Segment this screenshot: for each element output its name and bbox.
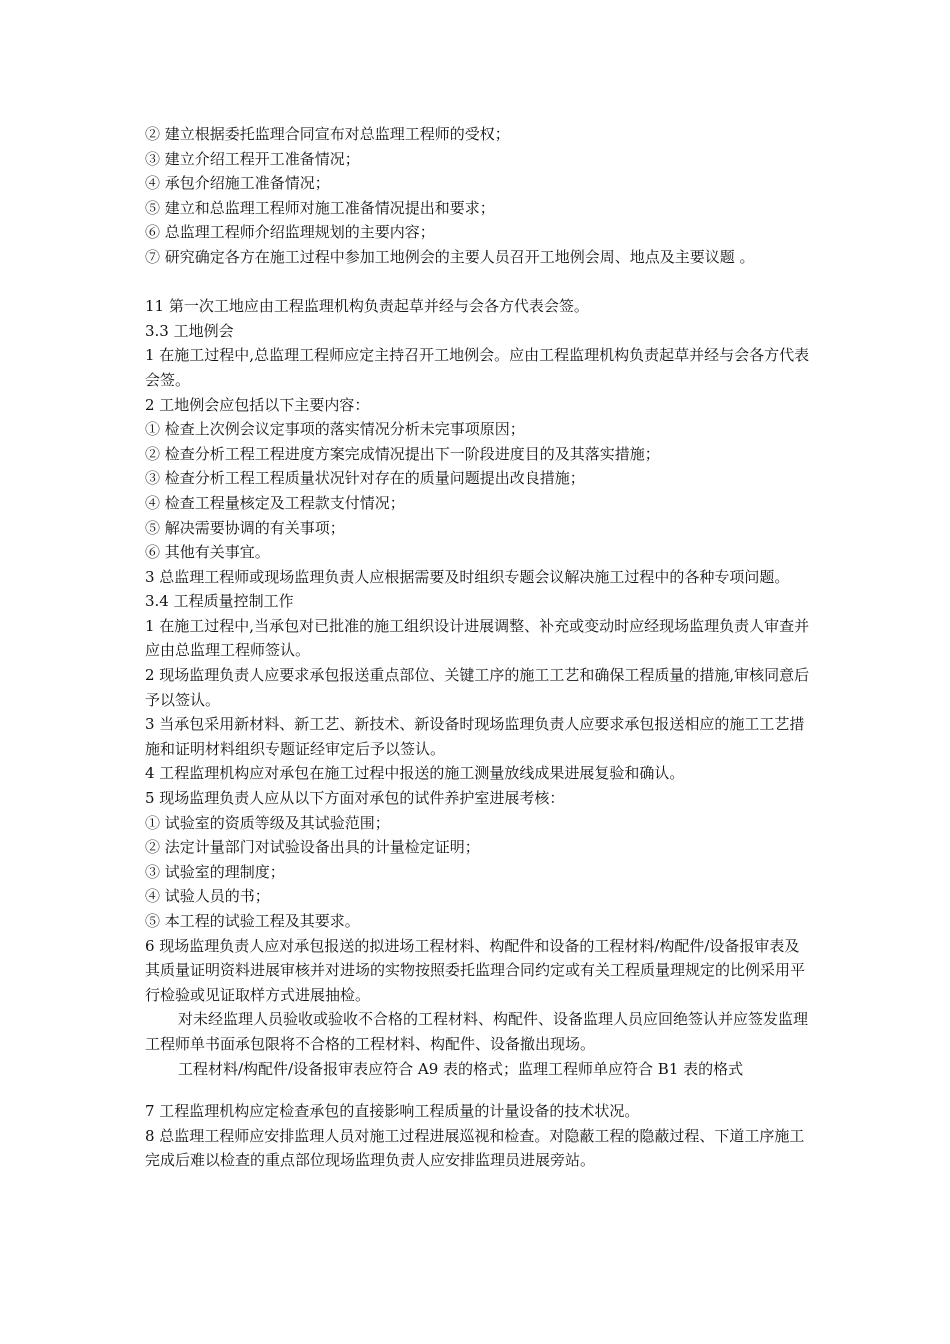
paragraph: ① 试验室的资质等级及其试验范围； bbox=[145, 813, 390, 832]
paragraph: ⑤ 建立和总监理工程师对施工准备情况提出和要求； bbox=[145, 198, 495, 217]
paragraph: 对未经监理人员验收或验收不合格的工程材料、构配件、设备监理人员应回绝签认并应签发监理工程师单书面承包限将不合格的工程材料、构配件、设备撤出现场。 bbox=[145, 1010, 809, 1053]
paragraph: 4 工程监理机构应对承包在施工过程中报送的施工测量放线成果进展复验和确认。 bbox=[145, 764, 685, 783]
blank-line bbox=[145, 270, 810, 295]
paragraph: ② 检查分析工程工程进度方案完成情况提出下一阶段进度目的及其落实措施； bbox=[145, 444, 660, 463]
paragraph: ⑥ 总监理工程师介绍监理规划的主要内容； bbox=[145, 223, 435, 242]
paragraph: ⑤ 本工程的试验工程及其要求。 bbox=[145, 912, 360, 930]
paragraph: 2 现场监理负责人应要求承包报送重点部位、关键工序的施工工艺和确保工程质量的措施,审核同意后予以签认。 bbox=[145, 666, 810, 709]
paragraph: 1 在施工过程中,当承包对已批准的施工组织设计进展调整、补充或变动时应经现场监理负责人审查并应由总监理工程师签认。 bbox=[145, 616, 810, 660]
document-body bbox=[145, 122, 810, 1173]
paragraph: ⑥ 其他有关事宜。 bbox=[145, 543, 270, 562]
paragraph: ② 法定计量部门对试验设备出具的计量检定证明； bbox=[145, 838, 480, 857]
paragraph: ③ 检查分析工程工程质量状况针对存在的质量问题提出改良措施； bbox=[145, 469, 585, 488]
paragraph: 6 现场监理负责人应对承包报送的拟进场工程材料、构配件和设备的工程材料/构配件/设备报审表及其质量证明资料进展审核并对进场的实物按照委托监理合同约定或有关工程质量理规定的比例采用平行检验或见证取样方式进展抽检。 bbox=[145, 936, 806, 1004]
paragraph: ③ 试验室的理制度； bbox=[145, 862, 285, 881]
paragraph: 7 工程监理机构应定检查承包的直接影响工程质量的计量设备的技术状况。 bbox=[145, 1102, 640, 1121]
paragraph: ① 检查上次例会议定事项的落实情况分析未完事项原因； bbox=[145, 420, 525, 439]
paragraph: ④ 试验人员的书； bbox=[145, 887, 270, 906]
paragraph: ④ 承包介绍施工准备情况； bbox=[145, 174, 330, 193]
paragraph: ⑦ 研究确定各方在施工过程中参加工地例会的主要人员召开工地例会周、地点及主要议题 。 bbox=[145, 247, 755, 266]
paragraph: 3 总监理工程师或现场监理负责人应根据需要及时组织专题会议解决施工过程中的各种专项问题。 bbox=[145, 567, 790, 586]
paragraph: 5 现场监理负责人应从以下方面对承包的试件养护室进展考核： bbox=[145, 789, 565, 808]
paragraph: ② 建立根据委托监理合同宣布对总监理工程师的受权； bbox=[145, 125, 510, 143]
paragraph: 3 当承包采用新材料、新工艺、新技术、新设备时现场监理负责人应要求承包报送相应的施工工艺措施和证明材料组织专题证经审定后予以签认。 bbox=[145, 715, 805, 758]
paragraph: ③ 建立介绍工程开工准备情况； bbox=[145, 149, 360, 168]
section-heading: 3.3 工地例会 bbox=[145, 321, 234, 340]
blank-line bbox=[145, 1081, 810, 1099]
paragraph: ④ 检查工程量核定及工程款支付情况； bbox=[145, 493, 405, 512]
section-heading: 3.4 工程质量控制工作 bbox=[145, 592, 294, 611]
paragraph: 11 第一次工地应由工程监理机构负责起草并经与会各方代表会签。 bbox=[145, 297, 589, 316]
paragraph: ⑤ 解决需要协调的有关事项； bbox=[145, 518, 345, 537]
paragraph: 8 总监理工程师应安排监理人员对施工过程进展巡视和检查。对隐蔽工程的隐蔽过程、下道工序施工完成后难以检查的重点部位现场监理负责人应安排监理员进展旁站。 bbox=[145, 1126, 805, 1170]
paragraph: 工程材料/构配件/设备报审表应符合 A9 表的格式；监理工程师单应符合 B1 表的格式 bbox=[178, 1059, 744, 1078]
paragraph: 2 工地例会应包括以下主要内容： bbox=[145, 395, 370, 414]
paragraph: 1 在施工过程中,总监理工程师应定主持召开工地例会。应由工程监理机构负责起草并经与会各方代表会签。 bbox=[145, 346, 810, 389]
